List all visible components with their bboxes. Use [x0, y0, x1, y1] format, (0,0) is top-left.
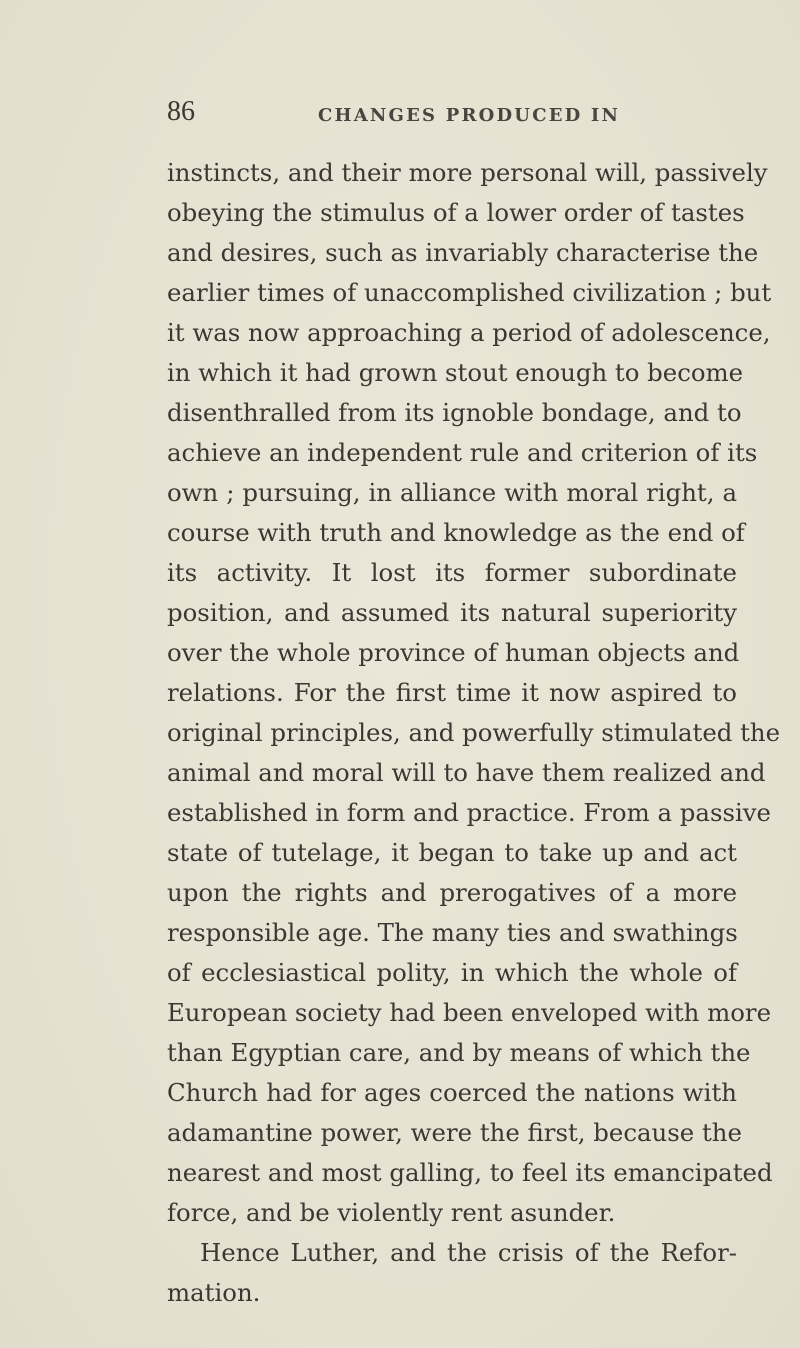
body-text [167, 153, 781, 1313]
text-line: achieve an independent rule and criterion of its [167, 438, 758, 467]
text-line: instincts, and their more personal will, passively [167, 158, 768, 187]
text-line: position, and assumed its natural superiority [167, 598, 737, 627]
text-line: it was now approaching a period of adolescence, [167, 318, 771, 347]
text-line: disenthralled from its ignoble bondage, and to [167, 398, 742, 427]
text-line: established in form and practice. From a passive [167, 798, 771, 827]
text-line: and desires, such as invariably characterise the [167, 238, 759, 267]
text-line: own ; pursuing, in alliance with moral right, a [167, 478, 737, 507]
text-line: Church had for ages coerced the nations with [167, 1078, 737, 1107]
running-head: CHANGES PRODUCED IN [318, 105, 621, 126]
text-line: course with truth and knowledge as the end of [167, 518, 745, 547]
text-line: Hence Luther, and the crisis of the Refor- [200, 1238, 737, 1267]
text-line: animal and moral will to have them realized and [167, 758, 766, 787]
text-line: over the whole province of human objects and [167, 638, 740, 667]
text-line: relations. For the first time it now aspired to [167, 678, 737, 707]
text-line: responsible age. The many ties and swathings [167, 918, 738, 947]
text-line: force, and be violently rent asunder. [167, 1198, 616, 1227]
text-line: state of tutelage, it began to take up and act [167, 838, 737, 867]
text-line: mation. [167, 1278, 261, 1307]
text-line: earlier times of unaccomplished civilization ; but [167, 278, 772, 307]
text-line: upon the rights and prerogatives of a more [167, 878, 737, 907]
page-header [0, 96, 800, 136]
text-line: European society had been enveloped with more [167, 998, 772, 1027]
text-line: obeying the stimulus of a lower order of tastes [167, 198, 745, 227]
text-line: of ecclesiastical polity, in which the whole of [167, 958, 737, 987]
page-number: 86 [167, 96, 195, 127]
text-line: nearest and most galling, to feel its emancipated [167, 1158, 773, 1187]
text-line: in which it had grown stout enough to become [167, 358, 744, 387]
text-line: original principles, and powerfully stimulated the [167, 718, 781, 747]
text-line: its activity. It lost its former subordinate [167, 558, 737, 587]
text-line: than Egyptian care, and by means of which the [167, 1038, 751, 1067]
text-line: adamantine power, were the first, because the [167, 1118, 742, 1147]
